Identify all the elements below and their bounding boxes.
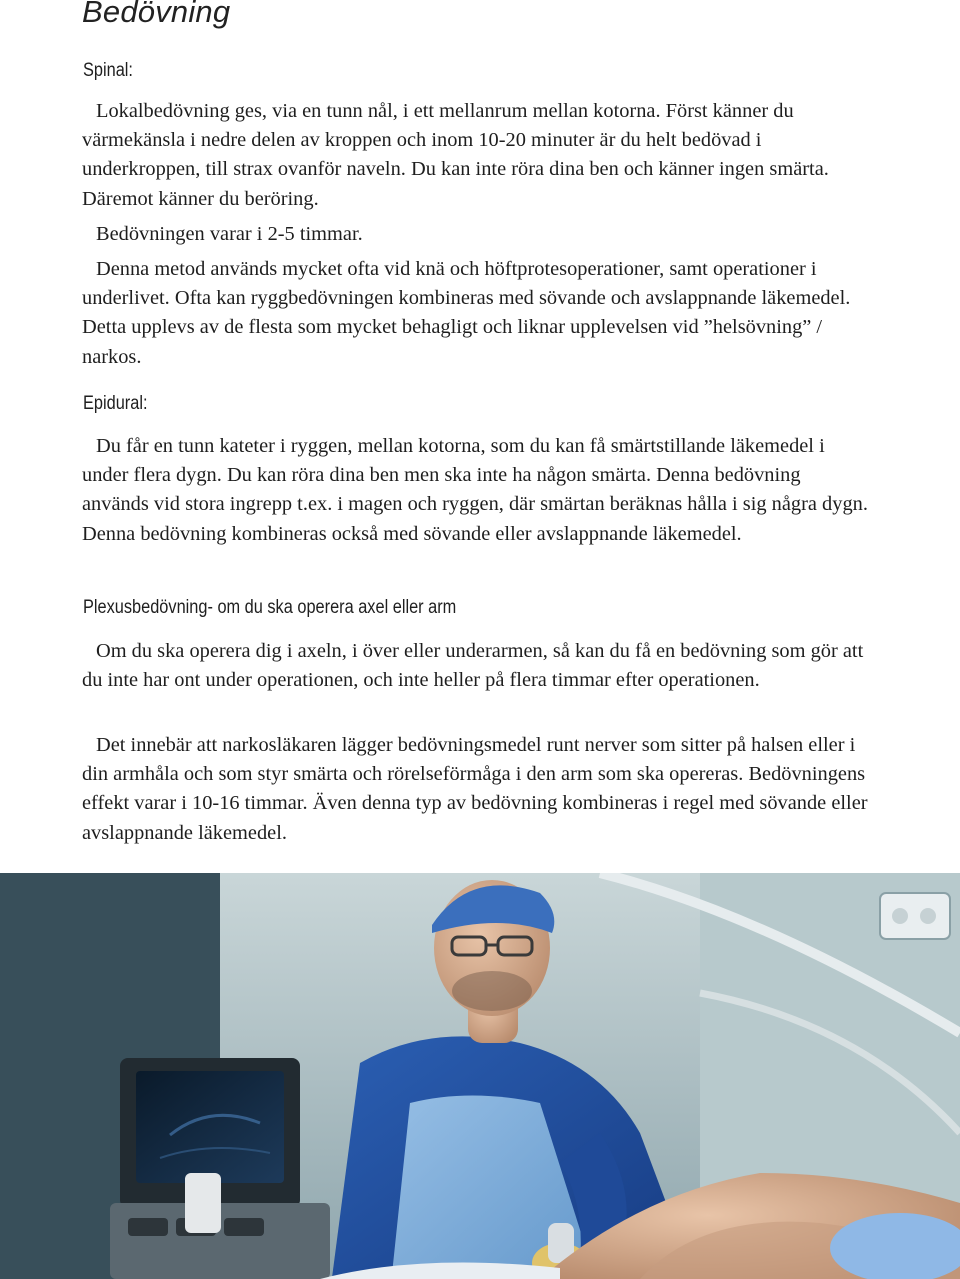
epidural-paragraph-1: Du får en tunn kateter i ryggen, mellan kotorna, som du kan få smärtstillande läkemedel i under flera dygn. Du kan röra dina ben men ska inte ha någon smärta. Denna bedövning används vid stora ingrepp t.ex. i magen och ryggen, där smärtan beräknas hålla i sig några dygn. Denna bedövning kombineras också med sövande eller avslappnande läkemedel. [82, 435, 868, 545]
section-heading-spinal: Spinal: [83, 60, 133, 81]
spinal-paragraph-3: Denna metod används mycket ofta vid knä och höftprotesoperationer, samt operationer i underlivet. Ofta kan ryggbedövningen kombineras med sövande och avslappnande läkemedel. Detta upplevs av de flesta som mycket behagligt och liknar upplevelsen vid ”helsövning” / narkos. [82, 258, 851, 368]
spinal-paragraph-2: Bedövningen varar i 2-5 timmar. [96, 223, 363, 245]
section-heading-epidural: Epidural: [83, 393, 148, 414]
plexus-paragraph-1: Om du ska operera dig i axeln, i över eller underarmen, så kan du få en bedövning som gör att du inte har ont under operationen, och inte heller på flera timmar efter operationen. [82, 640, 864, 692]
spinal-paragraph-1: Lokalbedövning ges, via en tunn nål, i ett mellanrum mellan kotorna. Först känner du värmekänsla i nedre delen av kroppen och inom 10-20 minuter är du helt bedövad i underkroppen, till strax ovanför naveln. Du kan inte röra dina ben och känner ingen smärta. Däremot känner du beröring. [82, 100, 829, 210]
page-title: Bedövning [82, 0, 231, 29]
plexus-paragraph-2: Det innebär att narkosläkaren lägger bedövningsmedel runt nerver som sitter på halsen eller i din armhåla och som styr smärta och rörelseförmåga i den arm som ska opereras. Bedövningens effekt varar i 10-16 timmar. Även denna typ av bedövning kombineras i regel med sövande eller avslappnande läkemedel. [82, 734, 868, 844]
ultrasound-procedure-photo [0, 873, 960, 1279]
section-heading-plexus: Plexusbedövning- om du ska operera axel eller arm [83, 597, 457, 618]
